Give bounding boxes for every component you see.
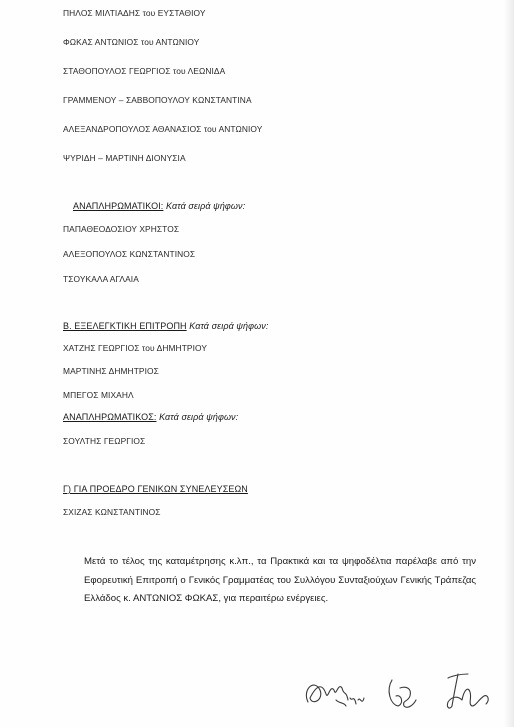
audit-member-2: ΜΑΡΤΙΝΗΣ ΔΗΜΗΤΡΙΟΣ (63, 366, 159, 376)
board-member-5: ΑΛΕΞΑΝΔΡΟΠΟΥΛΟΣ ΑΘΑΝΑΣΙΟΣ του ΑΝΤΩΝΙΟΥ (63, 124, 263, 134)
board-alternates-heading-suffix: Κατά σειρά ψήφων: (163, 201, 246, 211)
audit-committee-heading (63, 321, 268, 331)
board-alternate-1: ΠΑΠΑΘΕΟΔΟΣΙΟΥ ΧΡΗΣΤΟΣ (63, 224, 180, 234)
audit-alternate-heading (63, 412, 238, 422)
audit-member-3: ΜΠΕΓΟΣ ΜΙΧΑΗΛ (63, 390, 134, 400)
board-member-6: ΨΥΡΙΔΗ – ΜΑΡΤΙΝΗ ΔΙΟΝΥΣΙΑ (63, 153, 186, 163)
assembly-president-member: ΣΧΙΖΑΣ ΚΩΝΣΤΑΝΤΙΝΟΣ (63, 507, 161, 517)
page-edge-shadow (504, 0, 514, 727)
board-member-2: ΦΩΚΑΣ ΑΝΤΩΝΙΟΣ του ΑΝΤΩΝΙΟΥ (63, 37, 200, 47)
board-alternates-heading-label: ΑΝΑΠΛΗΡΩΜΑΤΙΚΟΙ: (73, 201, 164, 211)
board-alternate-3: ΤΣΟΥΚΑΛΑ ΑΓΛΑΙΑ (63, 274, 139, 284)
closing-paragraph: Μετά το τέλος της καταμέτρησης κ.λπ., τα Πρακτικά και τα ψηφοδέλτια παρέλαβε από την Εφορευτική Επιτροπή ο Γενικός Γραμματέας του Συλλόγου Συνταξιούχων Γενικής Τράπεζας Ελλάδος κ. ΑΝΤΩΝΙΟΣ ΦΩΚΑΣ, για περαιτέρω ενέργειες. (84, 556, 476, 605)
signatures (300, 660, 510, 720)
assembly-president-heading-label: Γ) ΓΙΑ ΠΡΟΕΔΡΟ ΓΕΝΙΚΩΝ ΣΥΝΕΛΕΥΣΕΩΝ (63, 484, 248, 494)
board-member-4: ΓΡΑΜΜΕΝΟΥ – ΣΑΒΒΟΠΟΥΛΟΥ ΚΩΝΣΤΑΝΤΙΝΑ (63, 95, 252, 105)
signature-3 (447, 674, 488, 708)
signature-1 (306, 685, 364, 706)
board-alternates-heading (73, 201, 245, 211)
audit-committee-heading-suffix: Κατά σειρά ψήφων: (186, 321, 269, 331)
board-member-3: ΣΤΑΘΟΠΟΥΛΟΣ ΓΕΩΡΓΙΟΣ του ΛΕΩΝΙΔΑ (63, 66, 226, 76)
board-member-1: ΠΗΛΟΣ ΜΙΛΤΙΑΔΗΣ του ΕΥΣΤΑΘΙΟΥ (63, 8, 206, 18)
board-alternate-2: ΑΛΕΞΟΠΟΥΛΟΣ ΚΩΝΣΤΑΝΤΙΝΟΣ (63, 249, 196, 259)
assembly-president-heading (63, 484, 248, 494)
signature-2 (389, 680, 416, 707)
audit-alternate-1: ΣΟΥΛΤΗΣ ΓΕΩΡΓΙΟΣ (63, 436, 146, 446)
audit-alternate-heading-suffix: Κατά σειρά ψήφων: (156, 412, 239, 422)
audit-committee-heading-label: Β. ΕΞΕΛΕΓΚΤΙΚΗ ΕΠΙΤΡΟΠΗ (63, 321, 187, 331)
audit-alternate-heading-label: ΑΝΑΠΛΗΡΩΜΑΤΙΚΟΣ: (63, 412, 157, 422)
audit-member-1: ΧΑΤΖΗΣ ΓΕΩΡΓΙΟΣ του ΔΗΜΗΤΡΙΟΥ (63, 343, 208, 353)
